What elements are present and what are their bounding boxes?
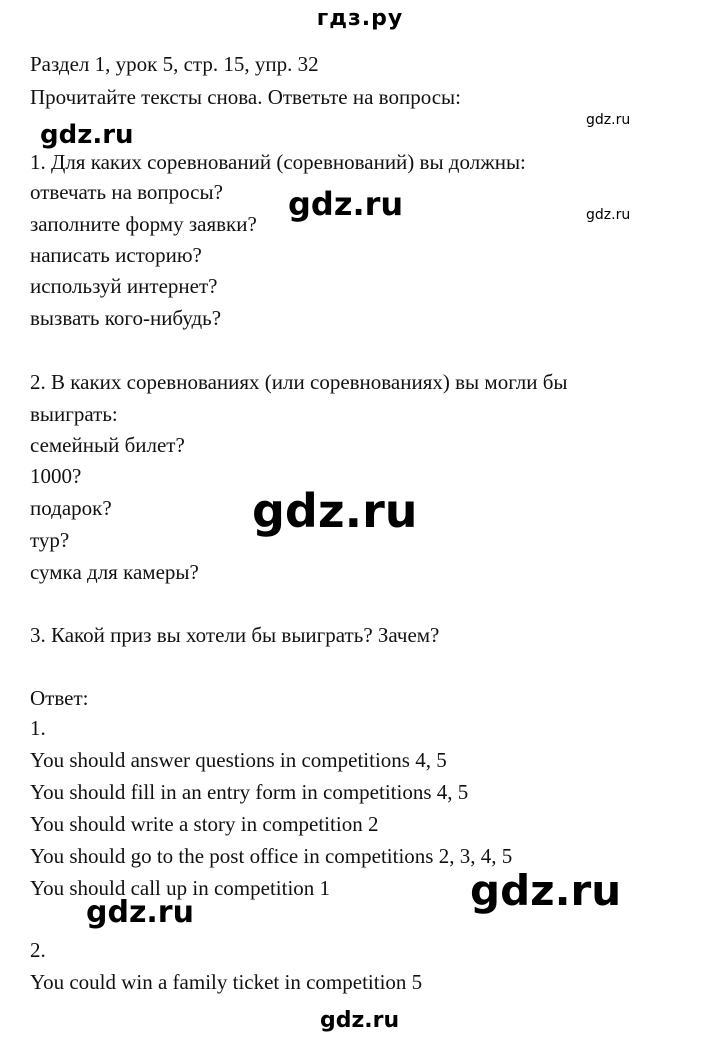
q2-item: тур? (30, 528, 70, 552)
watermark: gdz.ru (288, 185, 404, 223)
answer-line: You should go to the post office in competitions 2, 3, 4, 5 (30, 844, 513, 868)
q1-title: 1. Для каких соревнований (соревнований) вы должны: (30, 150, 526, 174)
answer-line: You should answer questions in competitions 4, 5 (30, 748, 447, 772)
watermark: gdz.ru (252, 484, 418, 538)
answer-line: You should write a story in competition 2 (30, 812, 379, 836)
answer-label: Ответ: (30, 686, 89, 710)
watermark: gdz.ru (586, 207, 631, 223)
q3-title: 3. Какой приз вы хотели бы выиграть? Зачем? (30, 623, 440, 647)
q2-item: сумка для камеры? (30, 560, 199, 584)
q1-item: заполните форму заявки? (30, 212, 257, 236)
q1-item: написать историю? (30, 243, 202, 267)
watermark: gdz.ru (40, 120, 134, 150)
answer-number: 2. (30, 938, 46, 962)
site-header: гдз.ру (316, 6, 404, 31)
answer-line: You should call up in competition 1 (30, 876, 331, 900)
answer-line: You could win a family ticket in competition 5 (30, 970, 423, 994)
watermark: gdz.ru (586, 112, 631, 128)
q1-item: отвечать на вопросы? (30, 180, 223, 204)
watermark: gdz.ru (320, 1008, 400, 1033)
task-heading: Раздел 1, урок 5, стр. 15, упр. 32 (30, 52, 319, 76)
answer-line: You should fill in an entry form in competitions 4, 5 (30, 780, 469, 804)
answer-number: 1. (30, 716, 46, 740)
q2-title: 2. В каких соревнованиях (или соревнованиях) вы могли бы (30, 370, 568, 394)
q2-title-cont: выиграть: (30, 402, 118, 426)
q2-item: семейный билет? (30, 433, 185, 457)
q1-item: вызвать кого-нибудь? (30, 306, 222, 330)
watermark: gdz.ru (86, 895, 194, 930)
task-instruction: Прочитайте тексты снова. Ответьте на вопросы: (30, 85, 461, 109)
watermark: gdz.ru (470, 866, 622, 915)
q1-item: используй интернет? (30, 274, 218, 298)
q2-item: 1000? (30, 464, 82, 488)
q2-item: подарок? (30, 496, 112, 520)
